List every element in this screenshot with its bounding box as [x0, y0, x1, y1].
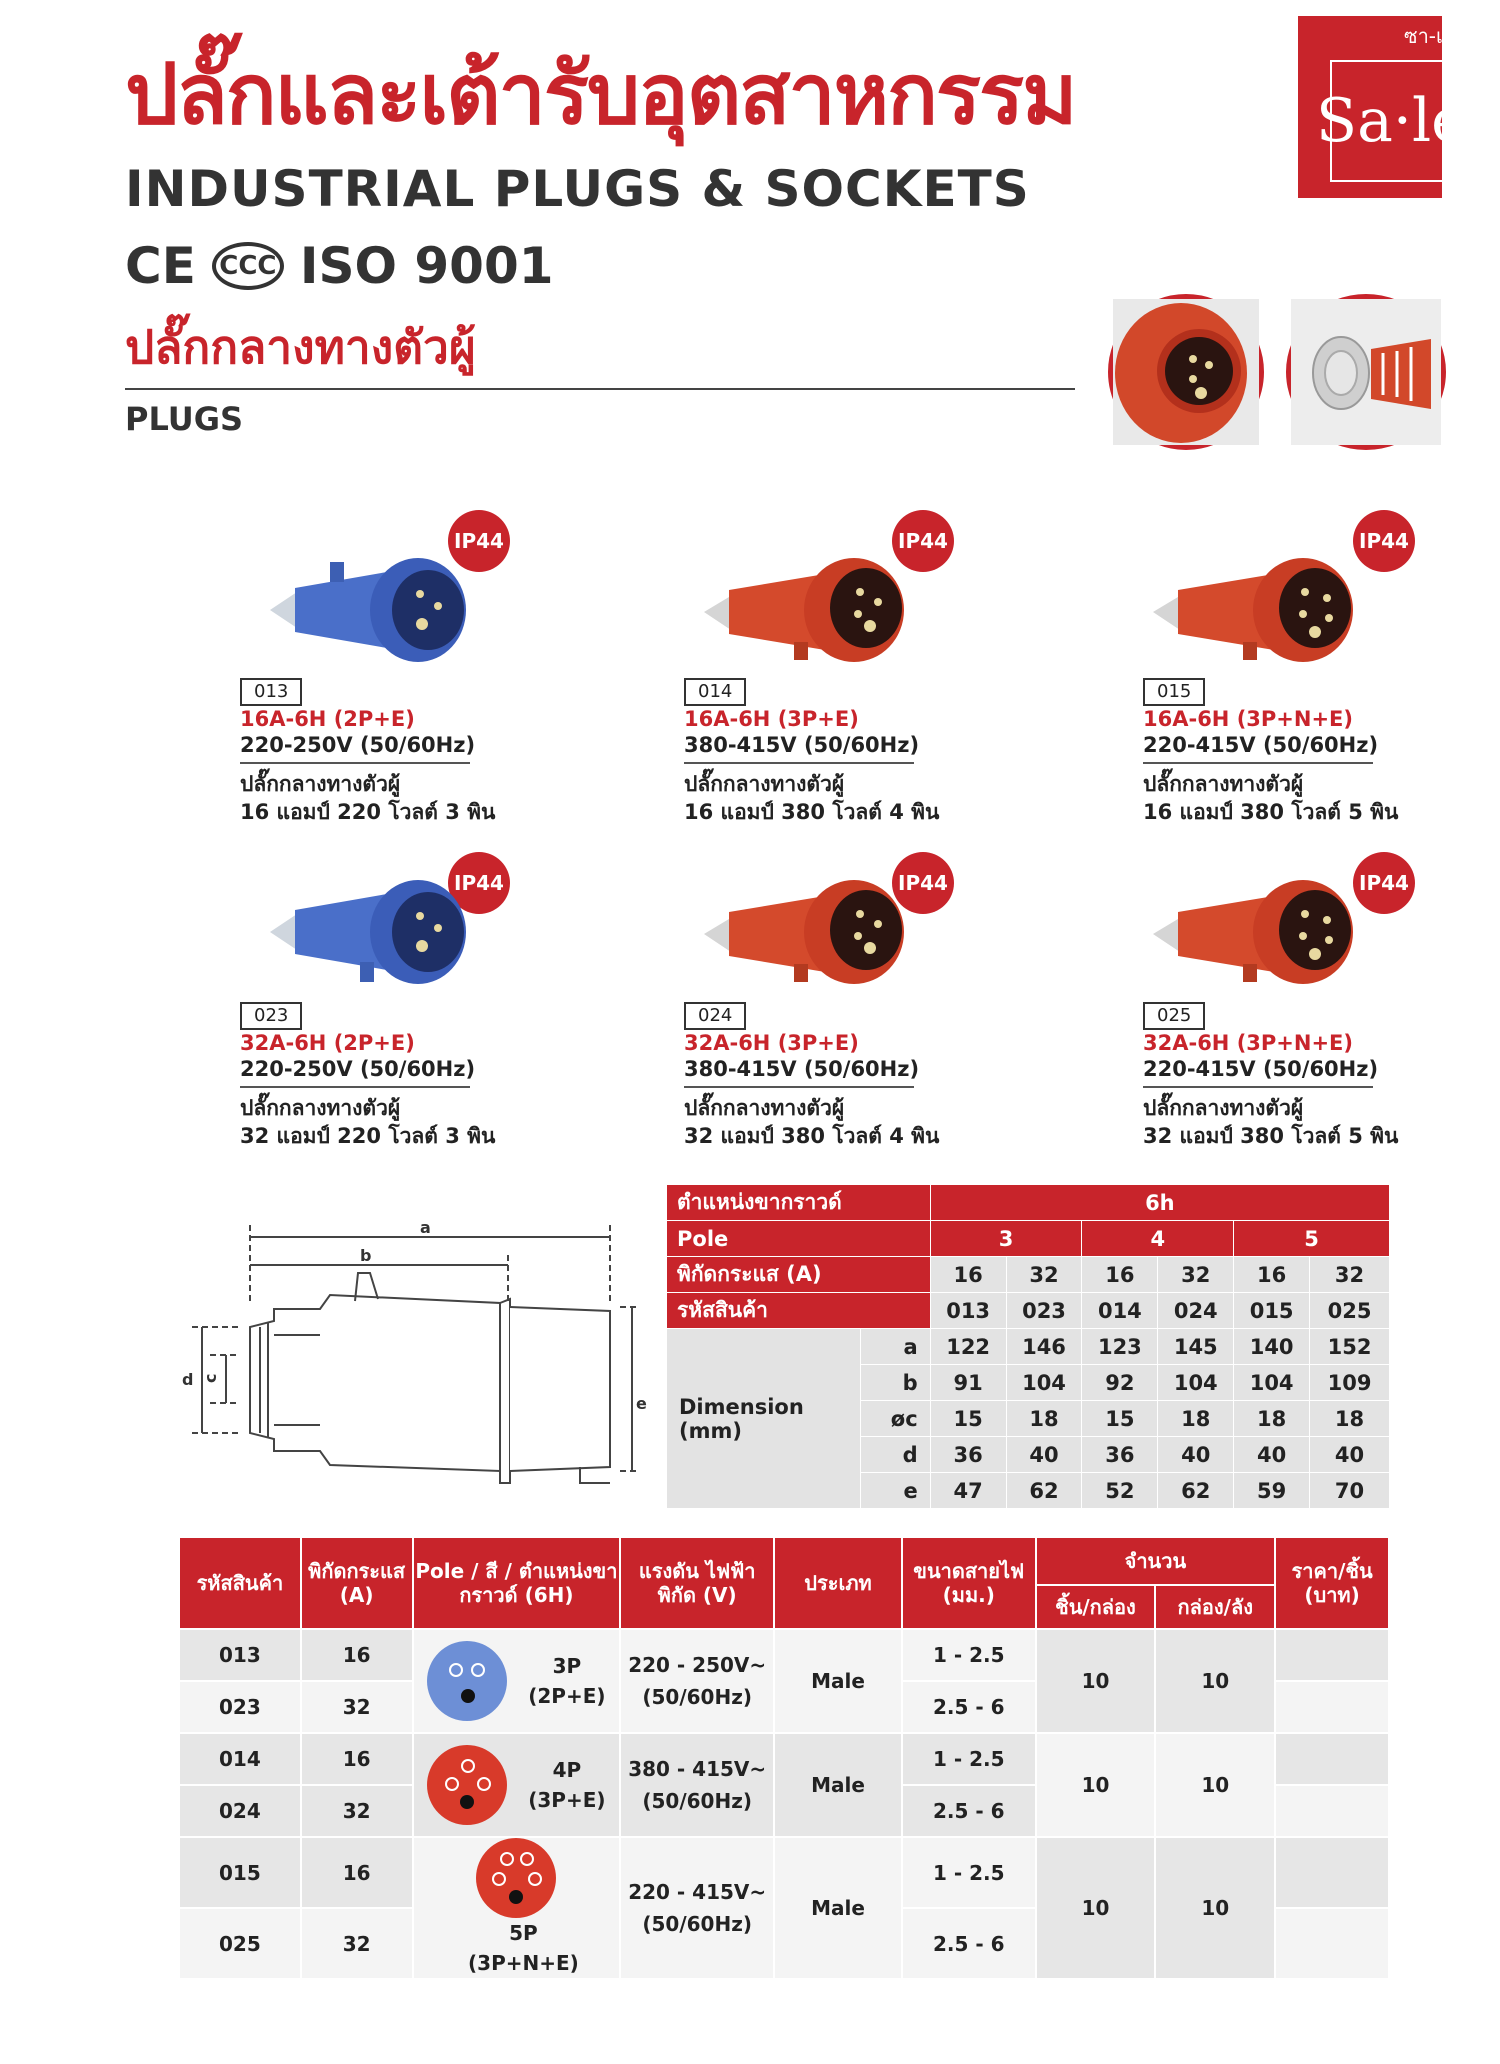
header-type: ประเภท [774, 1537, 902, 1629]
pole-value: 5 [1234, 1221, 1390, 1257]
header-price: ราคา/ชิ้น (บาท) [1275, 1537, 1389, 1629]
product-code-value: 013 [930, 1293, 1006, 1329]
product-spec-table [178, 1536, 1390, 1980]
price-cell [1275, 1837, 1389, 1908]
dimension-value: 62 [1158, 1473, 1234, 1509]
dimension-label: Dimension (mm) [667, 1329, 861, 1509]
section-title-thai: ปลั๊กกลางทางตัวผู้ [125, 320, 476, 374]
boxes-per-case: 10 [1155, 1733, 1275, 1837]
product-rating: 16A-6H (3P+N+E) [1143, 707, 1353, 731]
row-current: 32 [301, 1681, 413, 1733]
dimension-key: d [860, 1437, 930, 1473]
product-rating: 16A-6H (3P+E) [684, 707, 859, 731]
dimension-value: 92 [1082, 1365, 1158, 1401]
dimension-value: 140 [1234, 1329, 1310, 1365]
plug-product-icon [260, 872, 490, 992]
pole-cell [413, 1837, 621, 1979]
plug-front-detail-photo [1108, 294, 1264, 450]
price-cell [1275, 1785, 1389, 1837]
dimension-label-b: b [360, 1246, 372, 1265]
product-code-value: 025 [1310, 1293, 1390, 1329]
product-divider [240, 762, 470, 764]
dimension-value: 36 [1082, 1437, 1158, 1473]
dimension-value: 52 [1082, 1473, 1158, 1509]
product-desc-line-2: 32 แอมป์ 380 โวลต์ 4 พิน [684, 1124, 940, 1148]
product-code-label: รหัสสินค้า [667, 1293, 931, 1329]
pole-config: (3P+E) [528, 1788, 606, 1812]
price-cell [1275, 1908, 1389, 1979]
current-value: 16 [1234, 1257, 1310, 1293]
cable-size: 1 - 2.5 [902, 1837, 1036, 1908]
product-code: 025 [1143, 1002, 1205, 1030]
product-desc-line-1: ปลั๊กกลางทางตัวผู้ [684, 1096, 845, 1120]
dimension-value: 15 [930, 1401, 1006, 1437]
product-code: 023 [240, 1002, 302, 1030]
ce-mark: CE [125, 237, 196, 295]
price-cell [1275, 1733, 1389, 1785]
dimension-value: 40 [1310, 1437, 1390, 1473]
earth-position-label: ตำแหน่งขากราวด์ [667, 1185, 931, 1221]
product-code-value: 023 [1006, 1293, 1082, 1329]
product-code: 015 [1143, 678, 1205, 706]
current-value: 16 [930, 1257, 1006, 1293]
row-current: 32 [301, 1908, 413, 1979]
product-desc-line-2: 16 แอมป์ 380 โวลต์ 5 พิน [1143, 800, 1399, 824]
row-code: 025 [179, 1908, 301, 1979]
row-current: 16 [301, 1837, 413, 1908]
plug-product-icon [260, 550, 490, 670]
plug-type: Male [774, 1629, 902, 1733]
page-title-english: INDUSTRIAL PLUGS & SOCKETS [125, 160, 1030, 218]
product-desc-line-1: ปลั๊กกลางทางตัวผู้ [240, 772, 401, 796]
dimension-value: 40 [1006, 1437, 1082, 1473]
pole-count: 4P [552, 1758, 582, 1782]
plug-clamp-detail-photo [1286, 294, 1446, 450]
header-voltage: แรงดัน ไฟฟ้าพิกัด (V) [620, 1537, 774, 1629]
ip-rating-badge: IP44 [1353, 510, 1415, 572]
pieces-per-box: 10 [1036, 1837, 1156, 1979]
pole-cell [413, 1733, 621, 1837]
dimension-value: 109 [1310, 1365, 1390, 1401]
current-value: 32 [1310, 1257, 1390, 1293]
pole-cell [413, 1629, 621, 1733]
dimension-value: 104 [1006, 1365, 1082, 1401]
dimension-value: 104 [1158, 1365, 1234, 1401]
dimension-value: 40 [1234, 1437, 1310, 1473]
product-code-value: 015 [1234, 1293, 1310, 1329]
dimension-value: 18 [1158, 1401, 1234, 1437]
certification-row [125, 236, 554, 296]
dimension-table [666, 1184, 1390, 1509]
row-code: 024 [179, 1785, 301, 1837]
boxes-per-case: 10 [1155, 1837, 1275, 1979]
dimension-value: 15 [1082, 1401, 1158, 1437]
ip-rating-badge: IP44 [448, 852, 510, 914]
dimension-value: 59 [1234, 1473, 1310, 1509]
section-title-english: PLUGS [125, 400, 243, 438]
row-current: 16 [301, 1629, 413, 1681]
iso-mark: ISO 9001 [299, 237, 554, 295]
product-voltage: 220-415V (50/60Hz) [1143, 1057, 1379, 1081]
header-per-case: กล่อง/ลัง [1155, 1585, 1275, 1629]
brand-logo-thai: ซา-เล [1404, 24, 1456, 48]
pole-config: (2P+E) [528, 1684, 606, 1708]
product-voltage: 220-415V (50/60Hz) [1143, 733, 1379, 757]
plug-product-icon [1143, 872, 1383, 992]
row-code: 013 [179, 1629, 301, 1681]
product-rating: 16A-6H (2P+E) [240, 707, 415, 731]
table-row [179, 1837, 1389, 1908]
dimension-value: 18 [1234, 1401, 1310, 1437]
dimension-key: øc [860, 1401, 930, 1437]
header-pole: Pole / สี / ตำแหน่งขากราวด์ (6H) [413, 1537, 621, 1629]
dimension-value: 145 [1158, 1329, 1234, 1365]
dimension-value: 152 [1310, 1329, 1390, 1365]
cable-clamp-icon [1291, 299, 1441, 445]
header-per-box: ชิ้น/กล่อง [1036, 1585, 1156, 1629]
plug-product-icon [694, 550, 934, 670]
product-desc-line-1: ปลั๊กกลางทางตัวผู้ [240, 1096, 401, 1120]
pieces-per-box: 10 [1036, 1733, 1156, 1837]
price-cell [1275, 1681, 1389, 1733]
row-code: 014 [179, 1733, 301, 1785]
product-voltage: 220-250V (50/60Hz) [240, 733, 476, 757]
product-code: 013 [240, 678, 302, 706]
dimension-value: 104 [1234, 1365, 1310, 1401]
dimension-label-a: a [420, 1218, 431, 1237]
socket-face-4p-icon [427, 1745, 507, 1825]
product-desc-line-1: ปลั๊กกลางทางตัวผู้ [1143, 1096, 1304, 1120]
current-value: 32 [1006, 1257, 1082, 1293]
voltage-range: 220 - 250V~ [628, 1653, 767, 1677]
dimension-value: 40 [1158, 1437, 1234, 1473]
row-current: 32 [301, 1785, 413, 1837]
pole-count: 5P [509, 1921, 538, 1945]
dimension-value: 18 [1310, 1401, 1390, 1437]
dimension-key: b [860, 1365, 930, 1401]
pole-value: 4 [1082, 1221, 1234, 1257]
header-current: พิกัดกระแส (A) [301, 1537, 413, 1629]
cable-size: 2.5 - 6 [902, 1908, 1036, 1979]
pole-count: 3P [552, 1654, 582, 1678]
product-desc-line-2: 16 แอมป์ 220 โวลต์ 3 พิน [240, 800, 496, 824]
table-row [179, 1629, 1389, 1681]
row-code: 015 [179, 1837, 301, 1908]
row-code: 023 [179, 1681, 301, 1733]
ip-rating-badge: IP44 [892, 852, 954, 914]
current-value: 16 [1082, 1257, 1158, 1293]
brand-logo [1298, 16, 1467, 198]
earth-position-value: 6h [930, 1185, 1389, 1221]
dimension-key: a [860, 1329, 930, 1365]
product-voltage: 380-415V (50/60Hz) [684, 733, 920, 757]
product-code-value: 024 [1158, 1293, 1234, 1329]
product-rating: 32A-6H (3P+N+E) [1143, 1031, 1353, 1055]
product-rating: 32A-6H (3P+E) [684, 1031, 859, 1055]
dimension-value: 123 [1082, 1329, 1158, 1365]
pole-value: 3 [930, 1221, 1082, 1257]
header-cable-size: ขนาดสายไฟ (มม.) [902, 1537, 1036, 1629]
cable-size: 2.5 - 6 [902, 1785, 1036, 1837]
dimension-value: 122 [930, 1329, 1006, 1365]
header-quantity: จำนวน [1036, 1537, 1276, 1585]
dimension-value: 62 [1006, 1473, 1082, 1509]
current-value: 32 [1158, 1257, 1234, 1293]
ip-rating-badge: IP44 [1353, 852, 1415, 914]
dimension-key: e [860, 1473, 930, 1509]
ccc-mark: CCC [212, 242, 284, 290]
socket-face-5p-icon [476, 1838, 556, 1918]
plug-front-icon [1113, 299, 1259, 445]
cable-size: 1 - 2.5 [902, 1629, 1036, 1681]
current-label: พิกัดกระแส (A) [667, 1257, 931, 1293]
product-desc-line-2: 16 แอมป์ 380 โวลต์ 4 พิน [684, 800, 940, 824]
plug-dimension-diagram [180, 1215, 650, 1495]
product-divider [684, 762, 914, 764]
product-voltage: 380-415V (50/60Hz) [684, 1057, 920, 1081]
ip-rating-badge: IP44 [892, 510, 954, 572]
voltage-frequency: (50/60Hz) [642, 1912, 752, 1936]
socket-face-3p-icon [427, 1641, 507, 1721]
dimension-value: 146 [1006, 1329, 1082, 1365]
row-current: 16 [301, 1733, 413, 1785]
cable-size: 2.5 - 6 [902, 1681, 1036, 1733]
ip-rating-badge: IP44 [448, 510, 510, 572]
section-divider [125, 388, 1075, 390]
plug-product-icon [694, 872, 934, 992]
product-code: 024 [684, 1002, 746, 1030]
dimension-value: 18 [1006, 1401, 1082, 1437]
dimension-value: 70 [1310, 1473, 1390, 1509]
cable-size: 1 - 2.5 [902, 1733, 1036, 1785]
voltage-frequency: (50/60Hz) [642, 1789, 752, 1813]
product-code: 014 [684, 678, 746, 706]
product-voltage: 220-250V (50/60Hz) [240, 1057, 476, 1081]
dimension-value: 91 [930, 1365, 1006, 1401]
product-divider [684, 1086, 914, 1088]
dimension-value: 47 [930, 1473, 1006, 1509]
plug-product-icon [1143, 550, 1383, 670]
brand-logo-text: Sa·lé [1316, 86, 1467, 156]
table-row [179, 1733, 1389, 1785]
voltage-range: 380 - 415V~ [628, 1757, 767, 1781]
voltage-frequency: (50/60Hz) [642, 1685, 752, 1709]
dimension-value: 36 [930, 1437, 1006, 1473]
pole-config: (3P+N+E) [468, 1951, 579, 1975]
voltage-range: 220 - 415V~ [628, 1880, 767, 1904]
header-code: รหัสสินค้า [179, 1537, 301, 1629]
product-desc-line-1: ปลั๊กกลางทางตัวผู้ [1143, 772, 1304, 796]
pieces-per-box: 10 [1036, 1629, 1156, 1733]
product-code-value: 014 [1082, 1293, 1158, 1329]
product-divider [240, 1086, 470, 1088]
price-cell [1275, 1629, 1389, 1681]
boxes-per-case: 10 [1155, 1629, 1275, 1733]
dimension-label-e: e [636, 1394, 647, 1413]
product-rating: 32A-6H (2P+E) [240, 1031, 415, 1055]
pole-label: Pole [667, 1221, 931, 1257]
product-divider [1143, 762, 1373, 764]
product-desc-line-2: 32 แอมป์ 380 โวลต์ 5 พิน [1143, 1124, 1399, 1148]
product-divider [1143, 1086, 1373, 1088]
dimension-label-d: d [182, 1370, 194, 1389]
product-desc-line-2: 32 แอมป์ 220 โวลต์ 3 พิน [240, 1124, 496, 1148]
page-title-thai: ปลั๊กและเต้ารับอุตสาหกรรม [125, 45, 1076, 143]
plug-type: Male [774, 1733, 902, 1837]
plug-type: Male [774, 1837, 902, 1979]
product-desc-line-1: ปลั๊กกลางทางตัวผู้ [684, 772, 845, 796]
dimension-label-c: c [201, 1373, 220, 1383]
